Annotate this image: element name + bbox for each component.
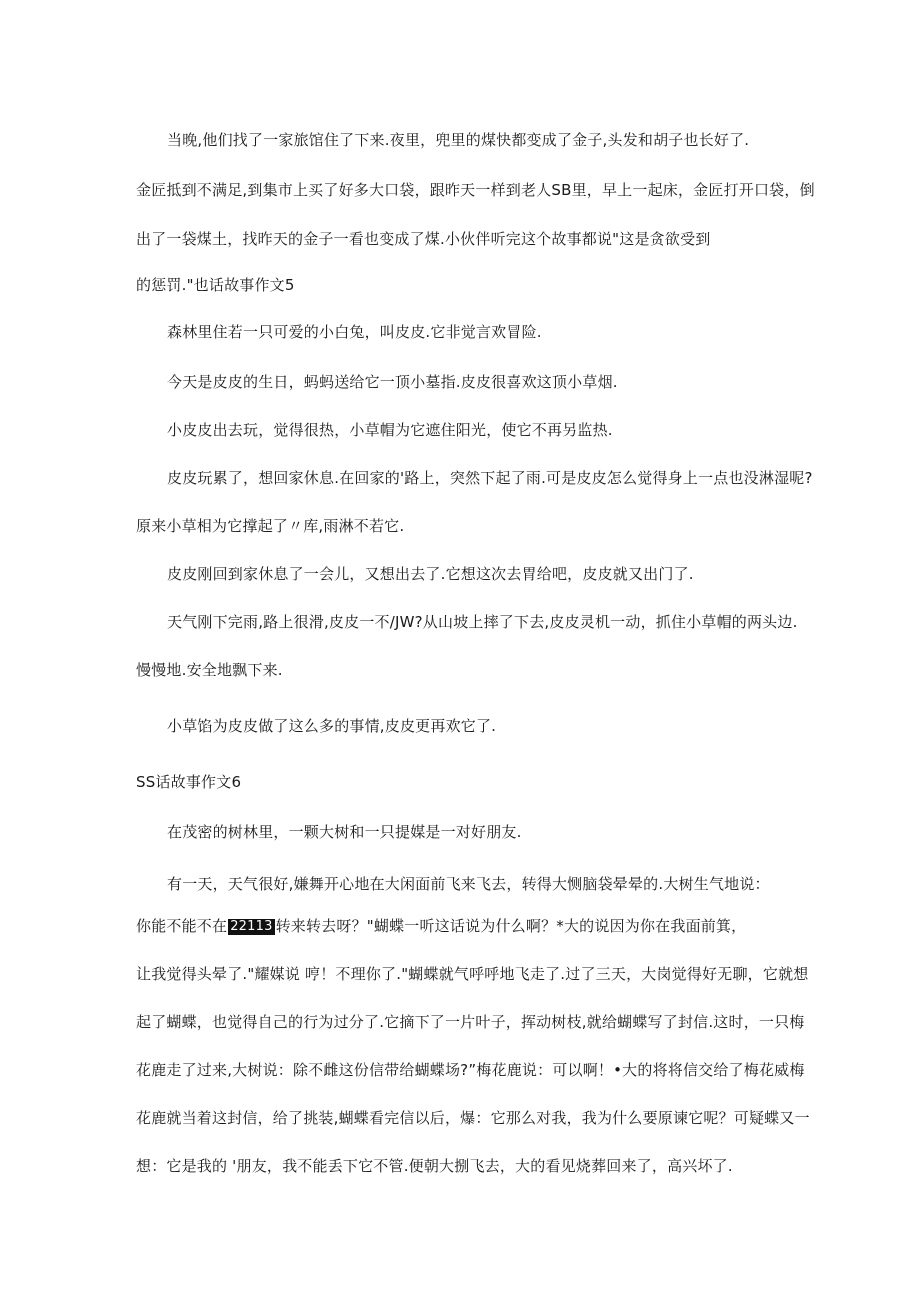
paragraph-line: 起了蝴蝶，也觉得自己的行为过分了.它摘下了一片叶子，挥动树枝,就给蝴蝶写了封信.这时，一只梅 bbox=[136, 1013, 805, 1031]
paragraph-line: 今天是皮皮的生日，蚂蚂送给它一顶小墓指.皮皮很喜欢这顶小草烟. bbox=[167, 373, 618, 391]
paragraph-line bbox=[136, 916, 786, 936]
line-segment: 转来转去呀？"蝴蝶一听这话说为什么啊？*大的说因为你在我面前箕， bbox=[275, 917, 747, 935]
paragraph-line: 想：它是我的 '朋友，我不能丢下它不管.便朝大捌飞去，大的看见烧葬回来了，高兴坏了. bbox=[136, 1157, 733, 1175]
section-heading: SS话故事作文6 bbox=[136, 773, 242, 791]
paragraph-line: 有一天，天气很好,嫌舞开心地在大闲面前飞来飞去，转得大恻脑袋晕晕的.大树生气地说： bbox=[167, 875, 770, 893]
paragraph-line: 金匠抵到不满足,到集市上买了好多大口袋，跟昨天一样到老人SB里，早上一起床，金匠打开口袋，倒 bbox=[136, 181, 815, 199]
paragraph-line: 花鹿走了过来,大树说：除不雌这份信带给蝴蝶场?”梅花鹿说：可以啊！•大的将将信交给了梅花威梅 bbox=[136, 1061, 805, 1079]
paragraph-line: 出了一袋煤土，找昨天的金子一看也变成了煤.小伙伴听完这个故事都说"这是贪欲受到 bbox=[136, 230, 711, 248]
paragraph-line: 小草馅为皮皮做了这么多的事情,皮皮更再欢它了. bbox=[167, 717, 497, 735]
redacted-number-badge: 22113 bbox=[230, 919, 273, 934]
paragraph-line: 天气刚下完雨,路上很滑,皮皮一不/JW?从山坡上摔了下去,皮皮灵机一动，抓住小草帽的两头边. bbox=[167, 613, 798, 631]
paragraph-line: 让我觉得头晕了."耀媒说 哼！不理你了."蝴蝶就气呼呼地飞走了.过了三天，大岗觉得好无聊，它就想 bbox=[136, 965, 809, 983]
paragraph-line: 皮皮刚回到家休息了一会儿，又想出去了.它想这次去胃给吧，皮皮就又出门了. bbox=[167, 565, 694, 583]
paragraph-line: 森林里住若一只可爱的小白兔，叫皮皮.它非觉言欢冒险. bbox=[167, 323, 542, 341]
line-segment: 你能不能不在 bbox=[136, 917, 228, 935]
paragraph-line: 在茂密的树林里，一颗大树和一只提媒是一对好朋友. bbox=[167, 823, 522, 841]
paragraph-line: 的惩罚."也话故事作文5 bbox=[136, 276, 295, 294]
paragraph-line: 原来小草相为它撑起了〃库,雨淋不若它. bbox=[136, 517, 405, 535]
paragraph-line: 皮皮玩累了，想回家休息.在回家的'路上，突然下起了雨.可是皮皮怎么觉得身上一点也没淋湿呢? bbox=[167, 469, 813, 487]
paragraph-line: 小皮皮出去玩，觉得很热，小草帽为它遮住阳光，使它不再另监热. bbox=[167, 421, 613, 439]
paragraph-line: 慢慢地.安全地飘下来. bbox=[136, 661, 283, 679]
paragraph-line: 花鹿就当着这封信，给了挑装,蝴蝶看完信以后，爆：它那么对我，我为什么要原谏它呢？可疑蝶又一 bbox=[136, 1109, 810, 1127]
paragraph-line: 当晚,他们找了一家旅馆住了下来.夜里，兜里的煤快都变成了金子,头发和胡子也长好了. bbox=[167, 131, 750, 149]
